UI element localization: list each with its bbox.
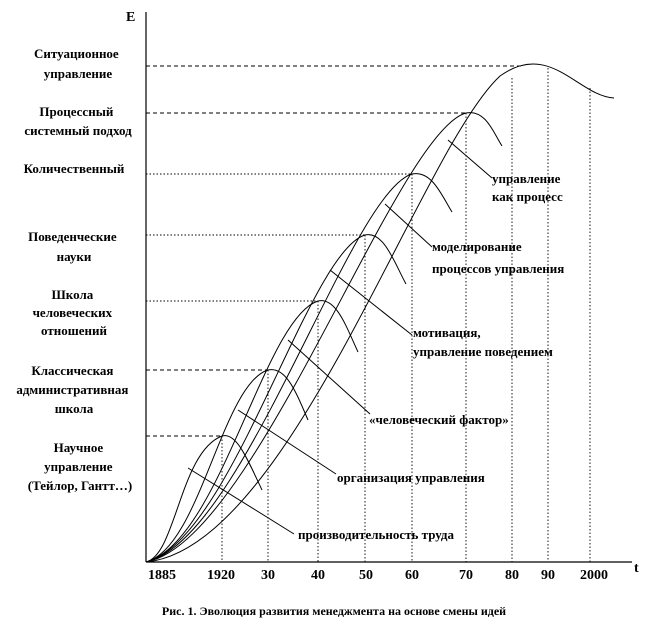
x-tick-label: 2000 bbox=[580, 568, 608, 583]
x-tick-label: 90 bbox=[541, 568, 555, 583]
evolution-curves bbox=[146, 64, 614, 562]
curve-situational bbox=[146, 64, 614, 562]
curve-scientific-management bbox=[146, 436, 262, 562]
x-axis-label: t bbox=[634, 561, 639, 576]
x-tick-label: 80 bbox=[505, 568, 519, 583]
curve-quantitative bbox=[146, 174, 452, 562]
idea-label-process-management: управление как процесс bbox=[492, 171, 563, 204]
stage-label-human-relations: Школа человеческих отношений bbox=[32, 287, 113, 338]
idea-label-human-factor: «человеческий фактор» bbox=[369, 412, 509, 427]
stage-labels bbox=[16, 46, 132, 493]
x-tick-label: 70 bbox=[459, 568, 473, 583]
leader-motivation bbox=[330, 270, 412, 335]
idea-label-motivation: мотивация, управление поведением bbox=[413, 325, 553, 359]
stage-label-situational: Ситуационное управление bbox=[34, 46, 119, 81]
x-tick-label: 1885 bbox=[148, 568, 176, 583]
leader-process-modeling bbox=[385, 204, 432, 247]
x-tick-label: 60 bbox=[405, 568, 419, 583]
x-tick-label: 40 bbox=[311, 568, 325, 583]
x-tick-label: 50 bbox=[359, 568, 373, 583]
figure-caption: Рис. 1. Эволюция развития менеджмента на основе смены идей bbox=[161, 604, 507, 618]
stage-label-classical: Классическая административная школа bbox=[16, 363, 129, 416]
stage-label-quantitative: Количественный bbox=[23, 161, 125, 176]
curve-human-relations bbox=[146, 301, 358, 562]
x-tick-label: 1920 bbox=[207, 568, 235, 583]
x-tick-labels bbox=[148, 568, 608, 583]
leader-process-management bbox=[448, 140, 492, 178]
y-axis-label: E bbox=[126, 10, 136, 25]
stage-label-behavioral: Поведенческие науки bbox=[28, 229, 117, 264]
idea-labels bbox=[298, 171, 564, 542]
x-tick-label: 30 bbox=[261, 568, 275, 583]
idea-label-process-modeling: моделирование процессов управления bbox=[432, 239, 565, 276]
curve-classical-school bbox=[146, 370, 308, 562]
stage-label-process-systems: Процессный системный подход bbox=[24, 104, 132, 138]
stage-label-scientific: Научное управление (Тейлор, Гантт…) bbox=[27, 440, 133, 493]
tick-guides bbox=[222, 68, 590, 562]
idea-label-productivity: производительность труда bbox=[298, 527, 455, 542]
idea-label-organization: организация управления bbox=[337, 470, 485, 485]
axes bbox=[126, 10, 639, 576]
leader-productivity bbox=[188, 468, 294, 534]
